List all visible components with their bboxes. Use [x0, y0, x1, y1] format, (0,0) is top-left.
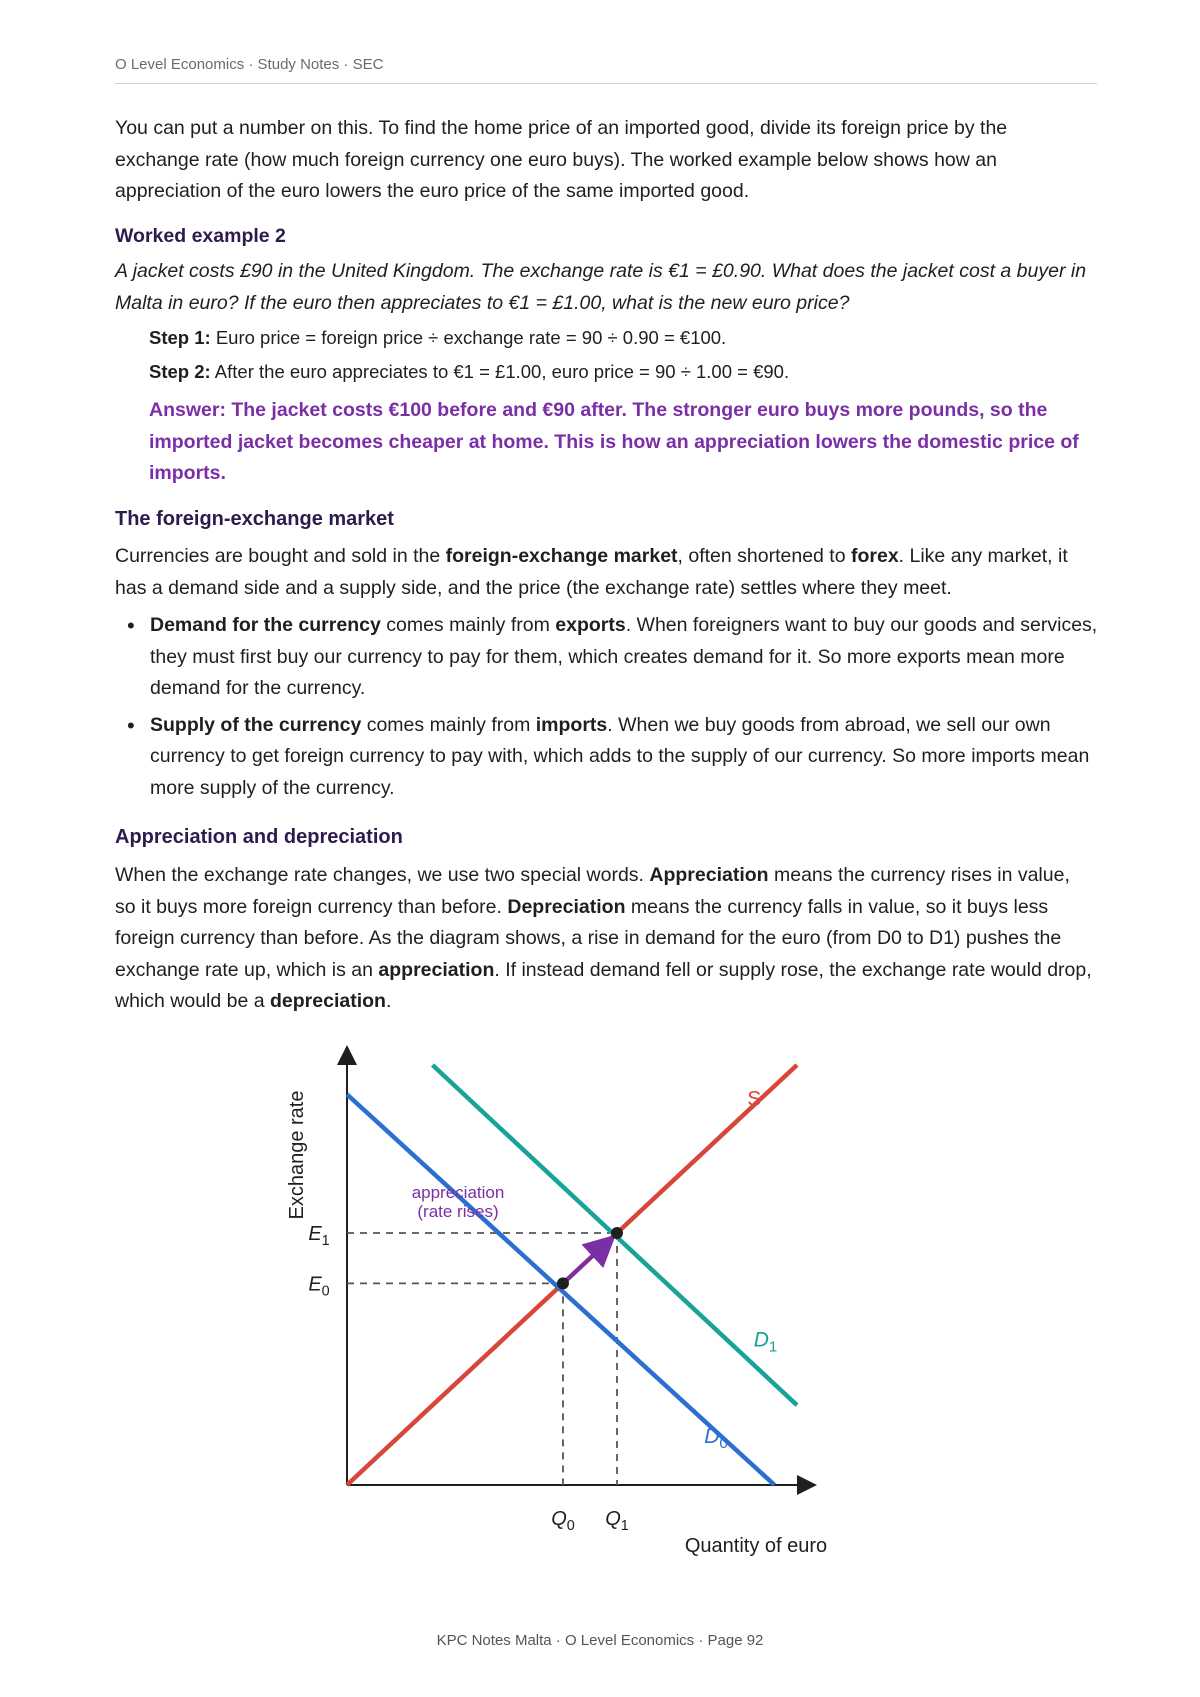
forex-bullets [115, 610, 1100, 809]
annotation-line-2: (rate rises) [417, 1202, 499, 1221]
step-2-label: Step 2: [149, 361, 211, 382]
page-footer: KPC Notes Malta · O Level Economics · Page 92 [436, 1632, 764, 1649]
intro-paragraph: You can put a number on this. To find the home price of an imported good, divide its foreign price by the exchange rate (how much foreign currency one euro buys). The worked example below shows how an appreciation of the euro lowers the euro price of the same imported good. [115, 117, 1008, 202]
appreciation-paragraph: When the exchange rate changes, we use two special words. Appreciation means the currency rises in value, so it buys more foreign currency than before. Depreciation means the currency falls in value, so it buys less foreign currency than before. As the diagram shows, a rise in demand for the euro (from D0 to D1) pushes the exchange rate up, which is an appreciation. If instead demand fell or supply rose, the exchange rate would drop, which would be a depreciation. [115, 864, 1092, 1012]
step-2 [149, 361, 789, 383]
label-s: S [747, 1087, 762, 1111]
worked-example-answer: Answer: The jacket costs €100 before and €90 after. The stronger euro buys more pounds, so the imported jacket becomes cheaper at home. This is how an appreciation lowers the domestic price of imports. [149, 399, 1079, 484]
x-axis-label: Quantity of euro [684, 1535, 828, 1557]
label-d1: $D_1$ [753, 1328, 778, 1356]
tick-e0: $E_0$ [308, 1273, 330, 1300]
equilibrium-point-0 [557, 1277, 569, 1289]
exchange-rate-diagram [270, 1040, 930, 1570]
step-2-text: After the euro appreciates to €1 = £1.00, euro price = 90 ÷ 1.00 = €90. [210, 361, 790, 382]
label-d0: $D_0$ [704, 1425, 728, 1452]
worked-example-question: A jacket costs £90 in the United Kingdom. The exchange rate is €1 = £0.90. What does the jacket cost a buyer in Malta in euro? If the euro then appreciates to €1 = £1.00, what is the new euro price? [115, 260, 1087, 314]
worked-example-title: Worked example 2 [115, 225, 286, 247]
forex-paragraph: Currencies are bought and sold in the foreign-exchange market, often shortened to forex. Like any market, it has a demand side and a supply side, and the price (the exchange rate) settles where they meet. [115, 545, 1068, 599]
y-axis-label: Exchange rate [286, 1090, 308, 1220]
bullet-supply: • Supply of the currency comes mainly from imports. When we buy goods from abroad, we sell our own currency to get foreign currency to pay with, which adds to the supply of our currency. So more imports mean more supply of the currency. [115, 710, 1100, 805]
step-1-text: Euro price = foreign price ÷ exchange rate = 90 ÷ 0.90 = €100. [210, 327, 727, 348]
tick-q0: $Q_0$ [551, 1508, 575, 1534]
tick-q1: $Q_1$ [605, 1508, 629, 1534]
appreciation-arrow [563, 1240, 610, 1283]
plot-area [308, 1055, 807, 1534]
running-header: O Level Economics · Study Notes · SEC [115, 56, 1097, 84]
appreciation-heading: Appreciation and depreciation [115, 826, 403, 848]
step-1-label: Step 1: [149, 327, 211, 348]
tick-e1: $E_1$ [308, 1223, 330, 1249]
equilibrium-point-1 [611, 1227, 623, 1239]
annotation-line-1: appreciation [411, 1183, 505, 1202]
bullet-demand: • Demand for the currency comes mainly from exports. When foreigners want to buy our goods and services, they must first buy our currency to pay for them, which creates demand for it. So more exports mean more demand for the currency. [115, 610, 1100, 705]
forex-heading: The foreign-exchange market [115, 508, 394, 530]
step-1 [149, 327, 726, 349]
